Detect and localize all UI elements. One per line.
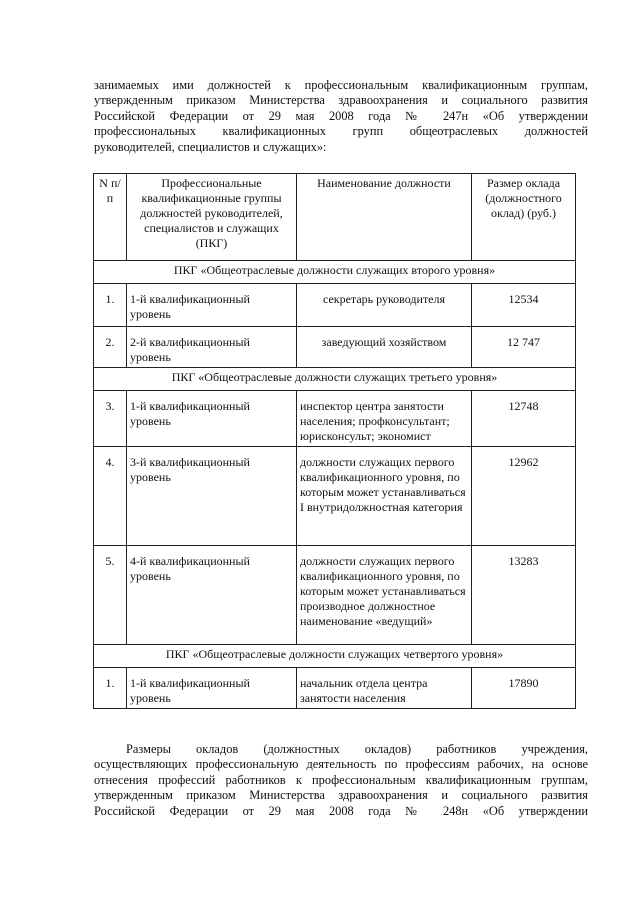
header-position: Наименование должности <box>297 174 472 261</box>
row-num: 4. <box>94 447 127 546</box>
row-salary: 12962 <box>472 447 576 546</box>
table-row <box>94 327 576 368</box>
row-position: секретарь руководителя <box>297 284 472 327</box>
salary-table <box>93 173 576 709</box>
row-num: 3. <box>94 391 127 447</box>
row-position: начальник отдела центра занятости населения <box>297 668 472 709</box>
closing-paragraph <box>94 742 588 819</box>
row-level: 4-й квалификационный уровень <box>127 546 297 645</box>
intro-paragraph <box>94 78 588 155</box>
intro-line: руководителей, специалистов и служащих»: <box>94 139 327 154</box>
table-row <box>94 284 576 327</box>
closing-line: отнесения профессий работников к профессиональным квалификационным группам, <box>94 772 588 787</box>
group-title: ПКГ «Общеотраслевые должности служащих третьего уровня» <box>94 368 576 391</box>
table-row <box>94 668 576 709</box>
row-salary: 12534 <box>472 284 576 327</box>
row-level: 3-й квалификационный уровень <box>127 447 297 546</box>
row-num: 1. <box>94 668 127 709</box>
group-row <box>94 368 576 391</box>
row-position: заведующий хозяйством <box>297 327 472 368</box>
row-salary: 12748 <box>472 391 576 447</box>
header-pkg: Профессиональные квалификационные группы должностей руководителей, специалистов и служащих (ПКГ) <box>127 174 297 261</box>
row-position: инспектор центра занятости населения; профконсультант; юрисконсульт; экономист <box>297 391 472 447</box>
row-num: 2. <box>94 327 127 368</box>
header-salary: Размер оклада (должностного оклад) (руб.) <box>472 174 576 261</box>
group-title: ПКГ «Общеотраслевые должности служащих второго уровня» <box>94 261 576 284</box>
closing-line: утвержденным приказом Министерства здравоохранения и социального развития <box>94 788 588 803</box>
intro-line: Российской Федерации от 29 мая 2008 года № 247н «Об утверждении <box>94 108 588 123</box>
row-salary: 17890 <box>472 668 576 709</box>
row-num: 5. <box>94 546 127 645</box>
closing-line: осуществляющих профессиональную деятельность по профессиям рабочих, на основе <box>94 757 588 772</box>
table-row <box>94 447 576 546</box>
table-header-row <box>94 174 576 261</box>
intro-line: утвержденным приказом Министерства здравоохранения и социального развития <box>94 93 588 108</box>
table-row <box>94 546 576 645</box>
group-title: ПКГ «Общеотраслевые должности служащих четвертого уровня» <box>94 645 576 668</box>
row-level: 1-й квалификационный уровень <box>127 284 297 327</box>
row-position: должности служащих первого квалификационного уровня, по которым может устанавливаться I внутридолжностная категория <box>297 447 472 546</box>
row-num: 1. <box>94 284 127 327</box>
row-level: 1-й квалификационный уровень <box>127 668 297 709</box>
group-row <box>94 645 576 668</box>
closing-line: Российской Федерации от 29 мая 2008 года № 248н «Об утверждении <box>94 803 588 818</box>
table-row <box>94 391 576 447</box>
row-salary: 13283 <box>472 546 576 645</box>
intro-line: профессиональных квалификационных групп общеотраслевых должностей <box>94 124 588 139</box>
intro-line: занимаемых ими должностей к профессиональным квалификационным группам, <box>94 78 588 92</box>
row-level: 1-й квалификационный уровень <box>127 391 297 447</box>
header-num: N п/п <box>94 174 127 261</box>
row-position: должности служащих первого квалификационного уровня, по которым может устанавливаться производное должностное наименование «ведущий» <box>297 546 472 645</box>
row-level: 2-й квалификационный уровень <box>127 327 297 368</box>
group-row <box>94 261 576 284</box>
row-salary: 12 747 <box>472 327 576 368</box>
closing-line: Размеры окладов (должностных окладов) работников учреждения, <box>126 742 588 756</box>
